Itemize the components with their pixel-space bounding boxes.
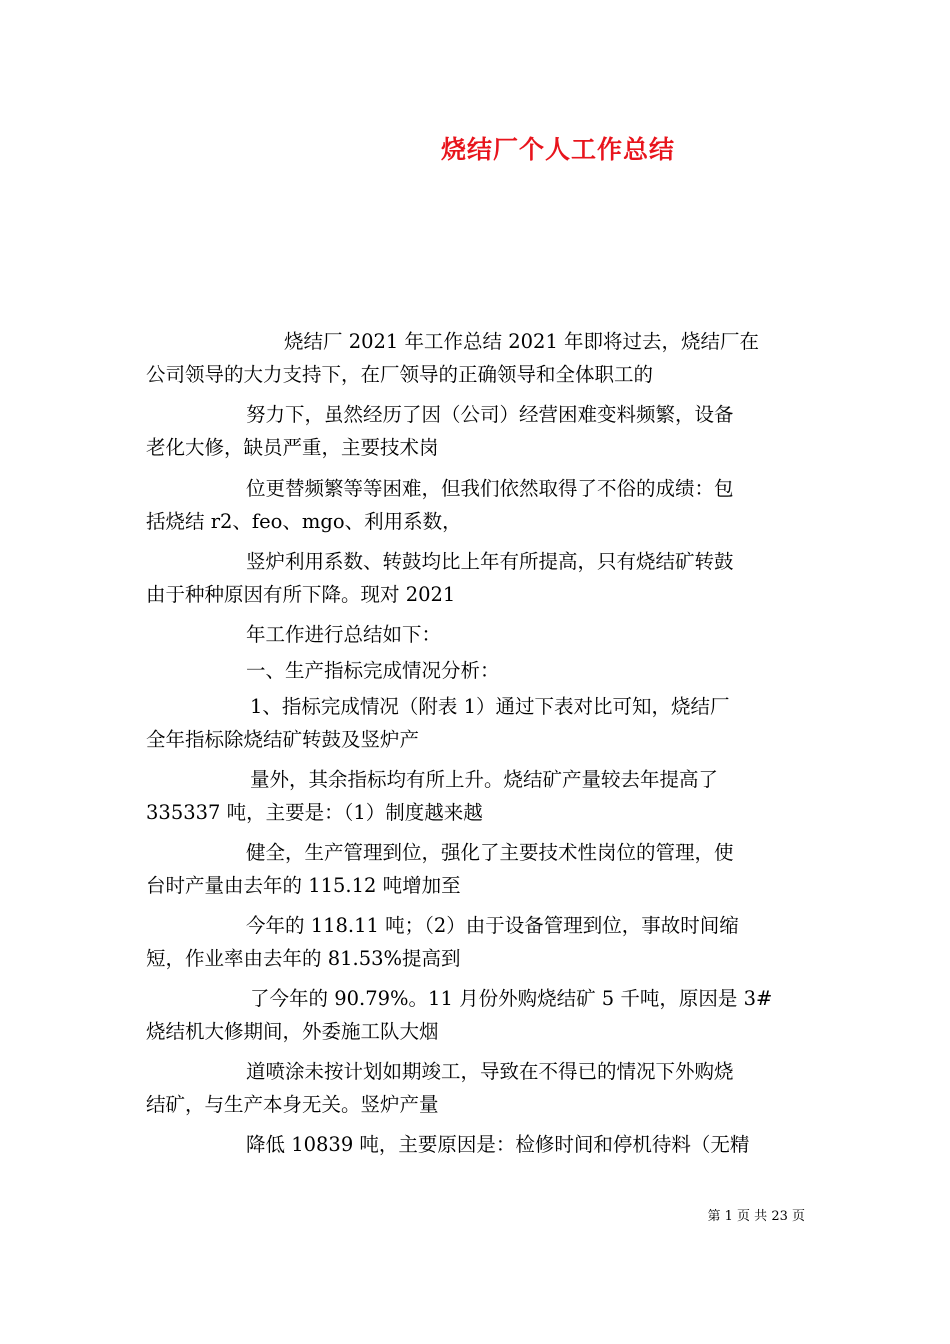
paragraph-line: 335337 吨，主要是：（1）制度越来越 [146, 801, 483, 824]
page-number: 第 1 页 共 23 页 [707, 1209, 805, 1224]
paragraph-line: 公司领导的大力支持下，在厂领导的正确领导和全体职工的 [146, 363, 654, 386]
paragraph-line: 1、指标完成情况（附表 1）通过下表对比可知，烧结厂 [250, 695, 730, 718]
paragraph [146, 909, 806, 975]
paragraph-line: 烧结机大修期间，外委施工队大烟 [146, 1020, 439, 1043]
paragraph [146, 654, 806, 687]
paragraph [146, 618, 806, 651]
paragraph-line: 今年的 118.11 吨；（2）由于设备管理到位，事故时间缩 [246, 914, 739, 937]
paragraph-line: 位更替频繁等等困难，但我们依然取得了不俗的成绩：包 [246, 477, 734, 500]
paragraph [146, 690, 806, 756]
paragraph-line: 烧结厂 2021 年工作总结 2021 年即将过去，烧结厂在 [284, 330, 760, 353]
paragraph-line: 道喷涂未按计划如期竣工，导致在不得已的情况下外购烧 [246, 1060, 734, 1083]
paragraph-line: 量外，其余指标均有所上升。烧结矿产量较去年提高了 [250, 768, 719, 791]
paragraph-line: 努力下，虽然经历了因（公司）经营困难变料频繁，设备 [246, 403, 734, 426]
paragraph-line: 台时产量由去年的 115.12 吨增加至 [146, 874, 461, 897]
paragraph-line: 全年指标除烧结矿转鼓及竖炉产 [146, 728, 420, 751]
paragraph-line: 年工作进行总结如下： [246, 623, 442, 646]
paragraph-line: 降低 10839 吨，主要原因是：检修时间和停机待料（无精 [246, 1133, 750, 1156]
paragraph [146, 982, 806, 1048]
paragraph [146, 472, 806, 538]
paragraph-line: 括烧结 r2、feo、mgo、利用系数， [146, 510, 462, 533]
paragraph [146, 398, 806, 464]
paragraph [146, 836, 806, 902]
document-title: 烧结厂个人工作总结 [440, 135, 675, 164]
paragraph-line: 一、生产指标完成情况分析： [246, 659, 500, 682]
paragraph-line: 结矿，与生产本身无关。竖炉产量 [146, 1093, 439, 1116]
paragraph-line: 了今年的 90.79%。11 月份外购烧结矿 5 千吨，原因是 3# [250, 987, 773, 1010]
paragraph-line: 老化大修，缺员严重，主要技术岗 [146, 436, 439, 459]
paragraph-line: 竖炉利用系数、转鼓均比上年有所提高，只有烧结矿转鼓 [246, 550, 734, 573]
paragraph [146, 325, 806, 391]
paragraph [146, 545, 806, 611]
paragraph [146, 1128, 806, 1161]
paragraph-line: 短，作业率由去年的 81.53%提高到 [146, 947, 461, 970]
paragraph [146, 1055, 806, 1121]
paragraph-line: 健全，生产管理到位，强化了主要技术性岗位的管理，使 [246, 841, 734, 864]
paragraph [146, 763, 806, 829]
paragraph-line: 由于种种原因有所下降。现对 2021 [146, 583, 456, 606]
